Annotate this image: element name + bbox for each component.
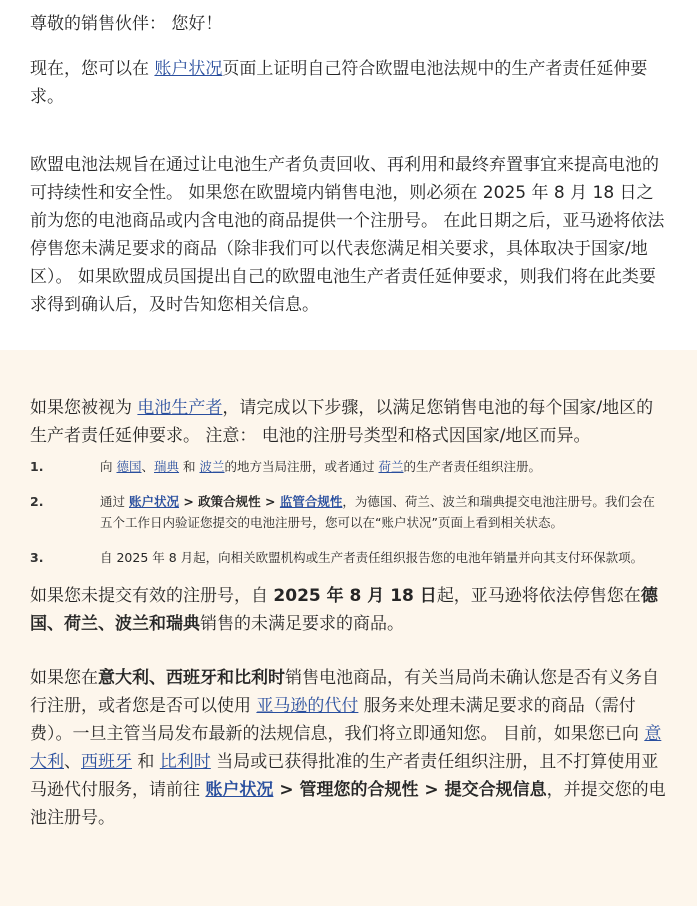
producer-text: 如果您被视为 bbox=[30, 398, 138, 418]
stop-text: 起，亚马逊将依法停售您在 bbox=[436, 586, 641, 606]
spain-link[interactable]: 西班牙 bbox=[81, 752, 132, 772]
account-health-link[interactable]: 账户状况 bbox=[128, 494, 179, 509]
battery-producer-link[interactable]: 电池生产者 bbox=[137, 398, 223, 418]
italy-text: 如果您在 bbox=[30, 668, 98, 688]
countries-list: 德国、荷兰、波兰和瑞典 bbox=[30, 586, 658, 634]
italy-text: 销售电池商品，有关当局尚未确认您是否有义务自行注册，或者您是否可以使用 bbox=[30, 668, 659, 716]
italy-text: 、 bbox=[64, 752, 81, 772]
greeting: 尊敬的销售伙伴： 您好！ bbox=[30, 14, 223, 34]
step-number: 2. bbox=[30, 494, 44, 509]
italy-text: ，并提交您的电池注册号。 bbox=[30, 780, 666, 828]
amazon-pay-on-behalf-link[interactable]: 亚马逊的代付 bbox=[256, 696, 359, 716]
belgium-link[interactable]: 比利时 bbox=[159, 752, 211, 772]
step-1 bbox=[30, 456, 667, 477]
regulatory-compliance-link[interactable]: 监管合规性 bbox=[279, 494, 343, 509]
italy-text: 服务来处理未满足要求的商品（需付费）。一旦主管当局发布最新的法规信息，我们将立即通知您。 目前，如果您已向 bbox=[30, 696, 645, 744]
notice-box bbox=[0, 350, 697, 906]
producer-paragraph bbox=[30, 394, 667, 450]
countries-list: 意大利、西班牙和比利时 bbox=[98, 668, 285, 688]
intro-text: 现在，您可以在 bbox=[30, 59, 155, 79]
account-health-link[interactable]: 账户状况 bbox=[154, 59, 223, 79]
top-section bbox=[0, 0, 697, 319]
deadline-date: 2025 年 8 月 18 日 bbox=[273, 586, 437, 606]
sweden-link[interactable]: 瑞典 bbox=[154, 459, 180, 474]
step-number: 1. bbox=[30, 459, 44, 474]
step-text-part: 和 bbox=[179, 459, 200, 474]
step-3 bbox=[30, 547, 667, 568]
intro-paragraph bbox=[30, 55, 667, 111]
italy-spain-belgium-paragraph bbox=[30, 664, 667, 832]
step-nav-path: > 政策合规性 > bbox=[179, 494, 280, 509]
poland-link[interactable]: 波兰 bbox=[199, 459, 225, 474]
italy-text: 和 bbox=[132, 752, 160, 772]
policy-paragraph: 欧盟电池法规旨在通过让电池生产者负责回收、再利用和最终弃置事宜来提高电池的可持续性和安全性。 如果您在欧盟境内销售电池，则必须在 2025 年 8 月 18 日之前为您的电池商品或内含电池的商品提供一个注册号。 在此日期之后，亚马逊将依法停售您未满足要求的商品（除非我们可以代表您满足相关要求，具体取决于国家/地区）。 如果欧盟成员国提出自己的欧盟电池生产者责任延伸要求，则我们将在此类要求得到确认后，及时告知您相关信息。 bbox=[30, 155, 665, 315]
germany-link[interactable]: 德国 bbox=[116, 459, 142, 474]
step-text-part: 向 bbox=[100, 459, 117, 474]
steps-list bbox=[30, 456, 667, 568]
nav-path: > 管理您的合规性 > 提交合规信息 bbox=[273, 780, 547, 800]
step-text-part: 、 bbox=[141, 459, 155, 474]
stop-selling-paragraph bbox=[30, 582, 667, 638]
step-text bbox=[100, 456, 667, 477]
intro-text-end: 页面上证明自己符合欧盟电池法规中的生产者责任延伸要求。 bbox=[30, 59, 648, 107]
producer-text-end: ，请完成以下步骤，以满足您销售电池的每个国家/地区的生产者责任延伸要求。 注意： 电池的注册号类型和格式因国家/地区而异。 bbox=[30, 398, 654, 446]
account-health-link[interactable]: 账户状况 bbox=[205, 780, 274, 800]
step-number: 3. bbox=[30, 550, 44, 565]
step-text bbox=[100, 491, 667, 533]
step-2 bbox=[30, 491, 667, 533]
netherlands-link[interactable]: 荷兰 bbox=[378, 459, 404, 474]
step-text-part: 的生产者责任组织注册。 bbox=[403, 459, 542, 474]
stop-text: 销售的未满足要求的商品。 bbox=[200, 614, 404, 634]
italy-link[interactable]: 意大利 bbox=[30, 724, 662, 772]
italy-text: 当局或已获得批准的生产者责任组织注册，且不打算使用亚马逊代付服务，请前往 bbox=[30, 752, 659, 800]
step-text: 自 2025 年 8 月起，向相关欧盟机构或生产者责任组织报告您的电池年销量并向其支付环保款项。 bbox=[100, 550, 644, 565]
step-text-part: 通过 bbox=[100, 494, 129, 509]
stop-text: 如果您未提交有效的注册号，自 bbox=[30, 586, 274, 606]
step-text-part: 的地方当局注册，或者通过 bbox=[224, 459, 379, 474]
step-text-part: ，为德国、荷兰、波兰和瑞典提交电池注册号。我们会在五个工作日内验证您提交的电池注册号，您可以在“账户状况”页面上看到相关状态。 bbox=[100, 494, 655, 530]
